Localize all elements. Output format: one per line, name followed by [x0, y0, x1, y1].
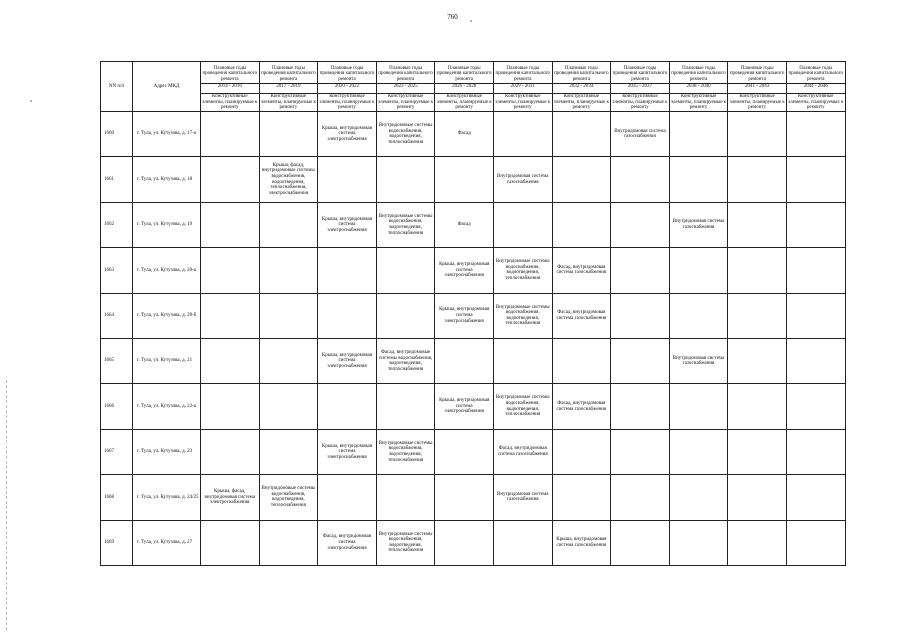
repair-cell [201, 248, 260, 293]
row-number: 1668 [101, 475, 133, 520]
subheader-elements: Конструктивные элементы, планируемые к ремонту [553, 94, 609, 111]
row-number: 1666 [101, 384, 133, 429]
repair-cell: Фасад, внутридомовая система газоснабжения [493, 429, 552, 474]
repair-cell: Внутридомовые системы водоснабжения, водоотведения, теплоснабжения [493, 293, 552, 338]
repair-cell [552, 112, 611, 157]
table-row [101, 338, 846, 383]
repair-cell [259, 384, 318, 429]
repair-cell [201, 429, 260, 474]
repair-cell [728, 429, 787, 474]
period-header-title: Плановые годы проведения капитального ремонта [202, 65, 258, 82]
period-header-title: Плановые годы проведения капитального ремонта [671, 65, 726, 82]
repair-cell [786, 293, 845, 338]
repair-cell: Фасад, внутридомовые системы водоснабжения, водоотведения, теплоснабжения [376, 338, 435, 383]
repair-cell: Внутридомовые системы водоснабжения, водоотведения, теплоснабжения [493, 248, 552, 293]
repair-cell [669, 248, 728, 293]
row-number: 1669 [101, 520, 133, 565]
repair-cell [728, 157, 787, 202]
row-number: 1667 [101, 429, 133, 474]
repair-cell [318, 384, 377, 429]
repair-cell [611, 384, 670, 429]
repair-cell [611, 157, 670, 202]
row-address: г. Тула, ул. Кутузова, д. 17-а [133, 112, 201, 157]
period-header: Плановые годы проведения капитального ремонта 2041 - 2043 [728, 62, 787, 94]
scan-dot [470, 20, 472, 22]
scan-dot [30, 100, 32, 102]
repair-cell: Крыша, внутридомовая система электроснабжения [318, 338, 377, 383]
repair-cell [611, 429, 670, 474]
repair-cell [259, 248, 318, 293]
period-header: Плановые годы проведения капитального ремонта 2044 - 2046 [786, 62, 845, 94]
repair-cell [728, 202, 787, 247]
scan-margin-marks [6, 380, 9, 630]
period-header-title: Плановые годы проведения капитального ремонта [378, 65, 433, 82]
repair-cell: Внутридомовые системы водоснабжения, водоотведения, теплоснабжения [376, 112, 435, 157]
row-address: г. Тула, ул. Кутузова, д. 18 [133, 157, 201, 202]
period-header-title: Плановые годы проведения капитального ремонта [554, 65, 609, 82]
period-header-title: Плановые годы проведения капитального ремонта [436, 65, 492, 82]
table-row [101, 248, 846, 293]
period-header: Плановые годы проведения капитального ремонта 2026 - 2028 [435, 62, 494, 94]
subheader-elements: Конструктивные элементы, планируемые к ремонту [612, 94, 668, 111]
repair-cell [318, 475, 377, 520]
subheader-elements: Конструктивные элементы, планируемые к ремонту [202, 94, 258, 111]
row-number: 1662 [101, 202, 133, 247]
repair-cell: Крыша, внутридомовая система электроснабжения [435, 248, 494, 293]
subheader-elements: Конструктивные элементы, планируемые к ремонту [436, 94, 492, 111]
repair-cell [786, 202, 845, 247]
repair-cell: Внутридомовая система газоснабжения [493, 475, 552, 520]
period-header-title: Плановые годы проведения капитального ремонта [788, 65, 844, 82]
repair-cell [552, 338, 611, 383]
repair-cell [259, 429, 318, 474]
repair-cell: Крыша, внутридомовая система электроснабжения [318, 429, 377, 474]
repair-cell [259, 520, 318, 565]
row-number: 1663 [101, 248, 133, 293]
repair-cell [435, 520, 494, 565]
page-number: 760 [447, 13, 458, 21]
repair-cell: Крыша, фасад, внутридомовые системы водоснабжения, водоотведения, теплоснабжения, электроснабжения [259, 157, 318, 202]
repair-cell [435, 338, 494, 383]
repair-cell [669, 520, 728, 565]
repair-cell: Фасад, внутридомовая система газоснабжения [552, 293, 611, 338]
row-address: г. Тула, ул. Кутузова, д. 21 [133, 338, 201, 383]
repair-cell [318, 248, 377, 293]
repair-cell [728, 520, 787, 565]
repair-cell [201, 520, 260, 565]
period-header-title: Плановые годы проведения капитального ремонта [261, 65, 316, 82]
repair-cell: Фасад, внутридомовая система газоснабжения [552, 384, 611, 429]
repair-cell [435, 157, 494, 202]
repair-cell [669, 475, 728, 520]
repair-cell: Внутридомовая система газоснабжения [669, 202, 728, 247]
repair-cell [728, 384, 787, 429]
repair-cell: Крыша, внутридомовая система электроснабжения [318, 112, 377, 157]
repair-cell [611, 248, 670, 293]
repair-cell: Крыша, внутридомовая система электроснабжения [435, 293, 494, 338]
row-address: г. Тула, ул. Кутузова, д. 19 [133, 202, 201, 247]
repair-cell: Внутридомовые системы водоснабжения, водоотведения, теплоснабжения [259, 475, 318, 520]
repair-cell [201, 202, 260, 247]
repair-cell: Фасад, внутридомовая система газоснабжения [552, 248, 611, 293]
repair-cell [552, 429, 611, 474]
repair-cell [493, 112, 552, 157]
period-header: Плановые годы проведения капитального ремонта 2017 - 2019 [259, 62, 318, 94]
subheader-elements: Конструктивные элементы, планируемые к ремонту [670, 94, 727, 111]
table-row [101, 520, 846, 565]
repair-cell [728, 112, 787, 157]
repair-cell [376, 157, 435, 202]
period-header: Плановые годы проведения капитального ремонта 2038 - 2040 [669, 62, 728, 94]
repair-cell [728, 475, 787, 520]
repair-cell [435, 429, 494, 474]
repair-cell: Внутридомовая система газоснабжения [493, 157, 552, 202]
repair-cell [376, 248, 435, 293]
column-header-number: NN п/п [101, 62, 133, 112]
row-number: 1660 [101, 112, 133, 157]
repair-cell [611, 202, 670, 247]
period-header-title: Плановые годы проведения капитального ремонта [612, 65, 668, 82]
repair-cell [611, 520, 670, 565]
repair-cell [259, 338, 318, 383]
repair-cell: Фасад, внутридомовая система электроснабжения [318, 520, 377, 565]
row-address: г. Тула, ул. Кутузова, д. 20-а [133, 248, 201, 293]
repair-cell [669, 293, 728, 338]
repair-cell [493, 520, 552, 565]
repair-cell [435, 475, 494, 520]
repair-cell [786, 157, 845, 202]
repair-cell [786, 112, 845, 157]
row-number: 1665 [101, 338, 133, 383]
period-header-title: Плановые годы проведения капитального ремонта [495, 65, 551, 82]
repair-cell [318, 157, 377, 202]
repair-cell [611, 338, 670, 383]
table-row [101, 157, 846, 202]
period-header-title: Плановые годы проведения капитального ремонта [319, 65, 375, 82]
repair-cell [786, 338, 845, 383]
repair-cell: Внутридомовые системы водоснабжения, водоотведения, теплоснабжения [376, 202, 435, 247]
repair-cell [786, 429, 845, 474]
repair-cell [318, 293, 377, 338]
table-row [101, 475, 846, 520]
table-row [101, 202, 846, 247]
repair-cell [669, 112, 728, 157]
repair-cell: Крыша, внутридомовая система газоснабжения [552, 520, 611, 565]
repair-cell: Внутридомовые системы водоснабжения, водоотведения, теплоснабжения [376, 520, 435, 565]
table-row [101, 384, 846, 429]
period-header-title: Плановые годы проведения капитального ремонта [729, 65, 785, 82]
row-address: г. Тула, ул. Кутузова, д. 23 [133, 429, 201, 474]
subheader-elements: Конструктивные элементы, планируемые к ремонту [495, 94, 551, 111]
repair-cell [493, 338, 552, 383]
row-number: 1664 [101, 293, 133, 338]
subheader-elements: Конструктивные элементы, планируемые к ремонту [319, 94, 375, 111]
repair-cell [259, 202, 318, 247]
repair-cell [376, 384, 435, 429]
repair-cell [786, 520, 845, 565]
subheader-elements: Конструктивные элементы, планируемые к ремонту [788, 94, 844, 111]
repair-cell [669, 384, 728, 429]
repair-cell [669, 429, 728, 474]
repair-cell [201, 157, 260, 202]
row-address: г. Тула, ул. Кутузова, д. 20-б [133, 293, 201, 338]
repair-cell: Фасад [435, 112, 494, 157]
repair-cell [669, 157, 728, 202]
repair-cell: Внутридомовая система газоснабжения [611, 112, 670, 157]
row-address: г. Тула, ул. Кутузова, д. 22-а [133, 384, 201, 429]
repair-cell [552, 202, 611, 247]
repair-cell [611, 475, 670, 520]
table-row [101, 112, 846, 157]
repair-cell: Крыша, внутридомовая система электроснабжения [435, 384, 494, 429]
period-header: Плановые годы проведения капитального ремонта 2023 - 2025 [376, 62, 435, 94]
repair-cell [728, 338, 787, 383]
repair-cell: Крыша, фасад, внутридомовая система электроснабжения [201, 475, 260, 520]
repair-cell [376, 475, 435, 520]
subheader-elements: Конструктивные элементы, планируемые к ремонту [260, 94, 316, 111]
period-header: Плановые годы проведения капитального ремонта 2032 - 2034 [552, 62, 611, 94]
repair-cell [786, 248, 845, 293]
repair-cell [552, 475, 611, 520]
subheader-elements: Конструктивные элементы, планируемые к ремонту [729, 94, 785, 111]
repair-cell [611, 293, 670, 338]
row-number: 1661 [101, 157, 133, 202]
column-header-address: Адрес МКД [133, 62, 201, 112]
repair-cell: Внутридомовая система газоснабжения [669, 338, 728, 383]
repair-cell [493, 202, 552, 247]
table-row [101, 293, 846, 338]
period-header: Плановые годы проведения капитального ремонта 2014 - 2016 [201, 62, 260, 94]
repair-cell: Внутридомовые системы водоснабжения, водоотведения, теплоснабжения [376, 429, 435, 474]
repair-cell [201, 293, 260, 338]
period-header: Плановые годы проведения капитального ремонта 2020 - 2022 [318, 62, 377, 94]
row-address: г. Тула, ул. Кутузова, д. 24/25 [133, 475, 201, 520]
repair-cell: Внутридомовые системы водоснабжения, водоотведения, теплоснабжения [493, 384, 552, 429]
repair-cell [786, 475, 845, 520]
row-address: г. Тула, ул. Кутузова, д. 27 [133, 520, 201, 565]
repair-cell [552, 157, 611, 202]
repair-cell [201, 338, 260, 383]
repair-cell [376, 293, 435, 338]
repair-cell [201, 112, 260, 157]
repair-cell [201, 384, 260, 429]
repair-cell [728, 248, 787, 293]
repair-cell [786, 384, 845, 429]
repair-cell [728, 293, 787, 338]
repair-cell [259, 293, 318, 338]
period-header: Плановые годы проведения капитального ремонта 2035 - 2037 [611, 62, 670, 94]
repair-cell: Фасад [435, 202, 494, 247]
repair-cell: Крыша, внутридомовая система электроснабжения [318, 202, 377, 247]
repair-cell [259, 112, 318, 157]
period-header: Плановые годы проведения капитального ремонта 2029 - 2031 [493, 62, 552, 94]
table-row [101, 429, 846, 474]
subheader-elements: Конструктивные элементы, планируемые к ремонту [378, 94, 434, 111]
capital-repair-schedule-table [100, 61, 846, 566]
